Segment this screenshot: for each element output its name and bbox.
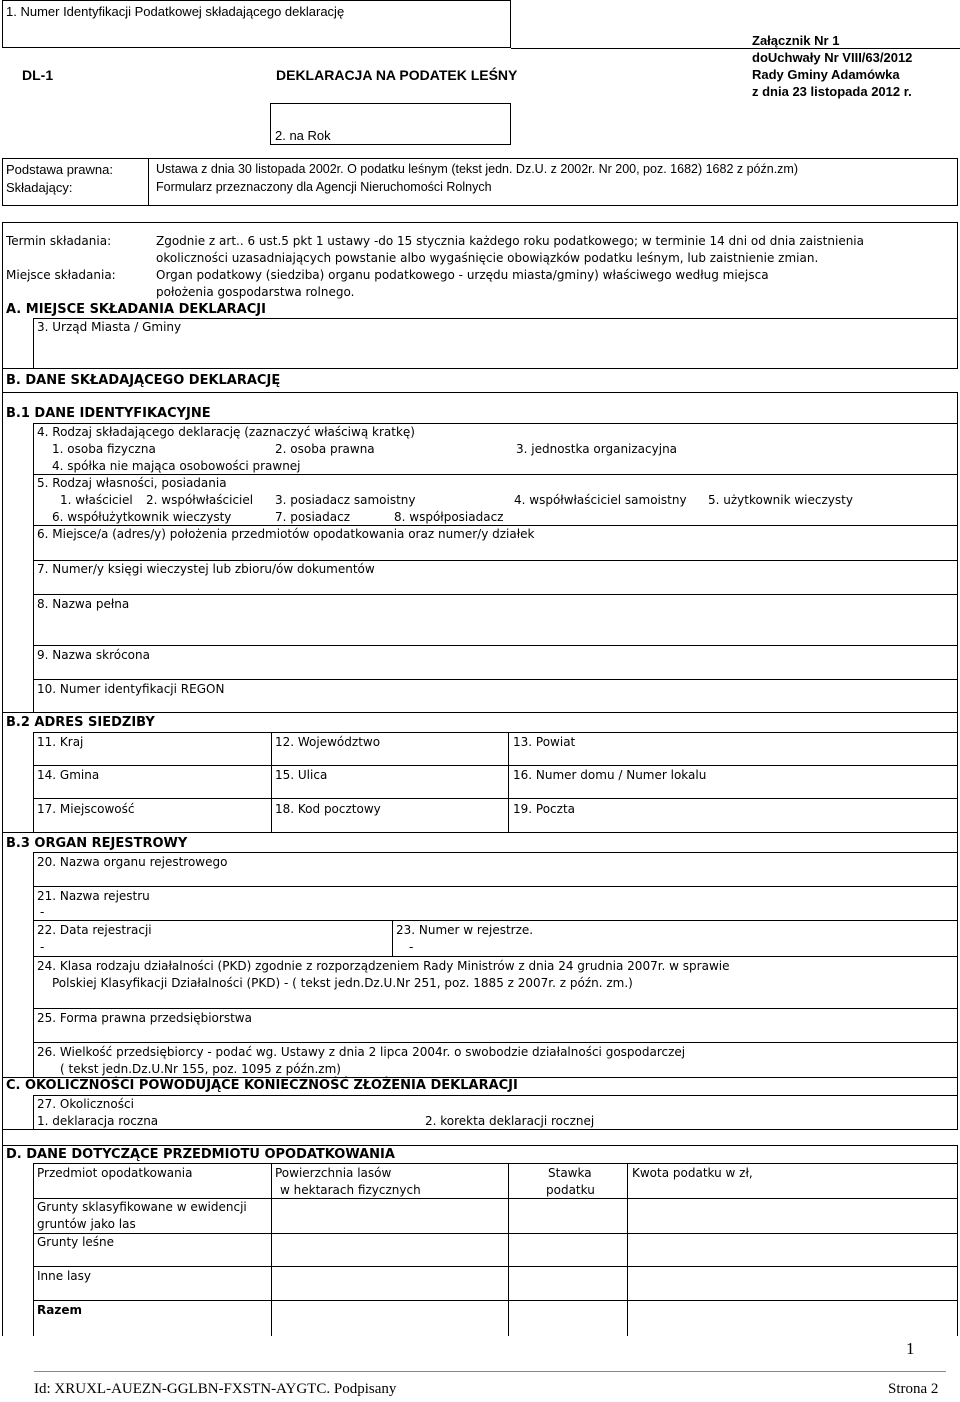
deadline-right-border [957,222,958,368]
b3-line [33,852,957,853]
register-number-label[interactable]: 23. Numer w rejestrze. [396,923,534,937]
ownership-option-5[interactable]: 5. użytkownik wieczysty [708,493,853,507]
deadline-top-border [2,222,958,223]
table-row-forest-land: Grunty leśne [37,1235,115,1249]
registration-date-label[interactable]: 22. Data rejestracji [37,923,152,937]
header-divider [511,48,960,49]
f21-line [33,886,957,887]
attachment-line-3: Rady Gminy Adamówka [752,67,900,82]
page-label: Strona 2 [888,1381,939,1397]
place-label: Miejsce składania: [6,268,116,282]
section-d-title: D. DANE DOTYCZĄCE PRZEDMIOTU OPODATKOWANIA [6,1147,395,1162]
form-code: DL-1 [22,67,54,83]
regon-label[interactable]: 10. Numer identyfikacji REGON [37,682,225,696]
b2-left-border [33,732,34,832]
section-d-top-line [2,1145,958,1146]
table-header-rate-1: Stawka [548,1166,592,1180]
filer-type-option-4[interactable]: 4. spółka nie mająca osobowości prawnej [52,459,301,473]
attachment-line-1: Załącznik Nr 1 [752,33,840,48]
table-col-2 [508,1163,509,1336]
f9-line [33,645,957,646]
table-header-area-2: w hektarach fizycznych [280,1183,421,1197]
filer-label: Składający: [6,180,73,195]
table-header-area-1: Powierzchnia lasów [275,1166,392,1180]
filer-type-option-1[interactable]: 1. osoba fizyczna [52,442,156,456]
place-text-2: położenia gospodarstwa rolnego. [156,285,355,299]
short-name-label[interactable]: 9. Nazwa skrócona [37,648,150,662]
filer-type-option-3[interactable]: 3. jednostka organizacyjna [516,442,678,456]
postal-code-label[interactable]: 18. Kod pocztowy [275,802,381,816]
section-b-line [2,392,958,393]
ownership-option-1[interactable]: 1. właściciel [60,493,133,507]
section-a-left [33,318,34,368]
section-b-top-border [2,368,958,369]
section-d-line [33,1163,958,1164]
f22-divider [392,920,393,956]
f5-line [33,474,957,475]
company-size-label-1[interactable]: 26. Wielkość przedsiębiorcy - podać wg. Ustawy z dnia 2 lipca 2004r. o swobodzie działalności gospodarczej [37,1045,686,1059]
ownership-option-4[interactable]: 4. współwłaściciel samoistny [514,493,687,507]
b2-title: B.2 ADRES SIEDZIBY [6,715,155,730]
property-location-label[interactable]: 6. Miejsce/a (adres/y) położenia przedmiotów opodatkowania oraz numer/y działek [37,527,535,541]
pkd-label-1[interactable]: 24. Klasa rodzaju działalności (PKD) zgodnie z rozporządzeniem Rady Ministrów z dnia 24 grudnia 2007r. w sprawie [37,959,730,973]
footer-rule [34,1371,946,1372]
correction-option[interactable]: 2. korekta deklaracji rocznej [425,1114,595,1128]
attachment-line-4: z dnia 23 listopada 2012 r. [752,84,912,99]
table-row-line-3 [33,1300,958,1301]
ownership-option-6[interactable]: 6. współużytkownik wieczysty [52,510,232,524]
commune-label[interactable]: 14. Gmina [37,768,100,782]
f22-line [33,920,957,921]
locality-label[interactable]: 17. Miejscowość [37,802,135,816]
f6-line [33,525,957,526]
legal-form-label[interactable]: 25. Forma prawna przedsiębiorstwa [37,1011,252,1025]
ownership-option-2[interactable]: 2. współwłaściciel [146,493,254,507]
b2-col-divider-2 [508,732,509,832]
nip-field-label: 1. Numer Identyfikacji Podatkowej składającego deklarację [6,4,345,19]
ownership-option-8[interactable]: 8. współposiadacz [394,510,504,524]
filer-type-option-2[interactable]: 2. osoba prawna [275,442,375,456]
street-label[interactable]: 15. Ulica [275,768,328,782]
f8-line [33,594,957,595]
section-c-bottom [2,1129,958,1130]
attachment-line-2: doUchwały Nr VIII/63/2012 [752,50,913,65]
section-b-title: B. DANE SKŁADAJĄCEGO DEKLARACJĘ [6,373,281,388]
deadline-text-1: Zgodnie z art.. 6 ust.5 pkt 1 ustawy -do 15 stycznia każdego roku podatkowego; w terminie 14 dni od dnia zaistnienia [156,234,864,248]
ownership-option-7[interactable]: 7. posiadacz [275,510,351,524]
section-d-right [957,1145,958,1336]
b2-col-divider-1 [271,732,272,832]
company-size-label-2: ( tekst jedn.Dz.U.Nr 155, poz. 1095 z późn.zm) [60,1062,341,1076]
place-text-1: Organ podatkowy (siedziba) organu podatkowego - urzędu miasta/gminy) właściwego według miejsca [156,268,769,282]
deadline-text-2: okoliczności uzasadniających powstanie albo wygaśnięcie obowiązków podatku leśnym, lub zaistnienie zmian. [156,251,819,265]
office-field-label[interactable]: 3. Urząd Miasta / Gminy [37,320,182,334]
table-row-classified-2: gruntów jako las [37,1217,136,1231]
ownership-label: 5. Rodzaj własności, posiadania [37,476,227,490]
section-a-line [33,318,957,319]
f7-line [33,560,957,561]
registration-date-value: - [40,940,45,954]
f26-line [33,1042,957,1043]
table-header-subject: Przedmiot opodatkowania [37,1166,193,1180]
section-b-right-border [957,392,958,1078]
table-row-line-1 [33,1233,958,1234]
pkd-label-2: Polskiej Klasyfikacji Działalności (PKD) - ( tekst jedn.Dz.U.Nr 251, poz. 1885 z 2007r. z późn. zm.) [52,976,633,990]
post-office-label[interactable]: 19. Poczta [513,802,576,816]
b2-line [33,732,957,733]
legal-basis-label: Podstawa prawna: [6,162,113,177]
b1-line [33,423,957,424]
b3-title: B.3 ORGAN REJESTROWY [6,836,188,851]
tax-year-label: 2. na Rok [275,128,331,143]
filer-text: Formularz przeznaczony dla Agencji Nieruchomości Rolnych [156,180,492,194]
table-col-0 [33,1163,34,1336]
b-inner-left-border [33,423,34,712]
voivodeship-label[interactable]: 12. Województwo [275,735,381,749]
b2-top-line [2,712,958,713]
register-name-value: - [40,905,45,919]
f24-line [33,956,957,957]
circumstances-label: 27. Okoliczności [37,1097,134,1111]
f10-line [33,679,957,680]
page-number: 1 [906,1339,915,1358]
f25-line [33,1008,957,1009]
section-a-title: A. MIEJSCE SKŁADANIA DEKLARACJI [6,302,266,317]
table-header-rate-2: podatku [546,1183,595,1197]
form-title: DEKLARACJA NA PODATEK LEŚNY [276,67,518,83]
filer-type-label: 4. Rodzaj składającego deklarację (zaznaczyć właściwą kratkę) [37,425,415,439]
land-register-label[interactable]: 7. Numer/y księgi wieczystej lub zbioru/ów dokumentów [37,562,375,576]
section-c-line [33,1095,958,1096]
table-row-other-forests: Inne lasy [37,1269,91,1283]
register-name-label[interactable]: 21. Nazwa rejestru [37,889,150,903]
legal-basis-divider [148,158,149,206]
deadline-label: Termin składania: [6,234,112,248]
document-id: Id: XRUXL-AUEZN-GGLBN-FXSTN-AYGTC. Podpisany [34,1381,397,1397]
b3-top-line [2,832,958,833]
b2-row-line-1 [33,765,957,766]
house-number-label[interactable]: 16. Numer domu / Numer lokalu [513,768,707,782]
table-header-line [33,1198,958,1199]
section-c-right [957,1077,958,1129]
full-name-label[interactable]: 8. Nazwa pełna [37,597,130,611]
country-label[interactable]: 11. Kraj [37,735,84,749]
table-header-amount: Kwota podatku w zł, [632,1166,753,1180]
table-row-line-2 [33,1266,958,1267]
table-col-3 [627,1163,628,1336]
table-col-1 [271,1163,272,1336]
b2-row-line-2 [33,798,957,799]
table-row-classified-1: Grunty sklasyfikowane w ewidencji [37,1200,247,1214]
county-label[interactable]: 13. Powiat [513,735,576,749]
registry-authority-label[interactable]: 20. Nazwa organu rejestrowego [37,855,228,869]
legal-basis-text: Ustawa z dnia 30 listopada 2002r. O podatku leśnym (tekst jedn. Dz.U. z 2002r. Nr 200, poz. 1682) 1682 z późn.zm) [156,162,799,176]
b1-title: B.1 DANE IDENTYFIKACYJNE [6,406,211,421]
annual-declaration-option[interactable]: 1. deklaracja roczna [37,1114,159,1128]
ownership-option-3[interactable]: 3. posiadacz samoistny [275,493,416,507]
section-c-left [33,1095,34,1129]
table-row-total: Razem [37,1303,82,1317]
section-c-title: C. OKOLICZNOŚCI POWODUJĄCE KONIECZNOŚĆ ZŁOŻENIA DEKLARACJI [6,1078,518,1093]
register-number-value: - [409,940,414,954]
form-left-border [2,222,3,1336]
